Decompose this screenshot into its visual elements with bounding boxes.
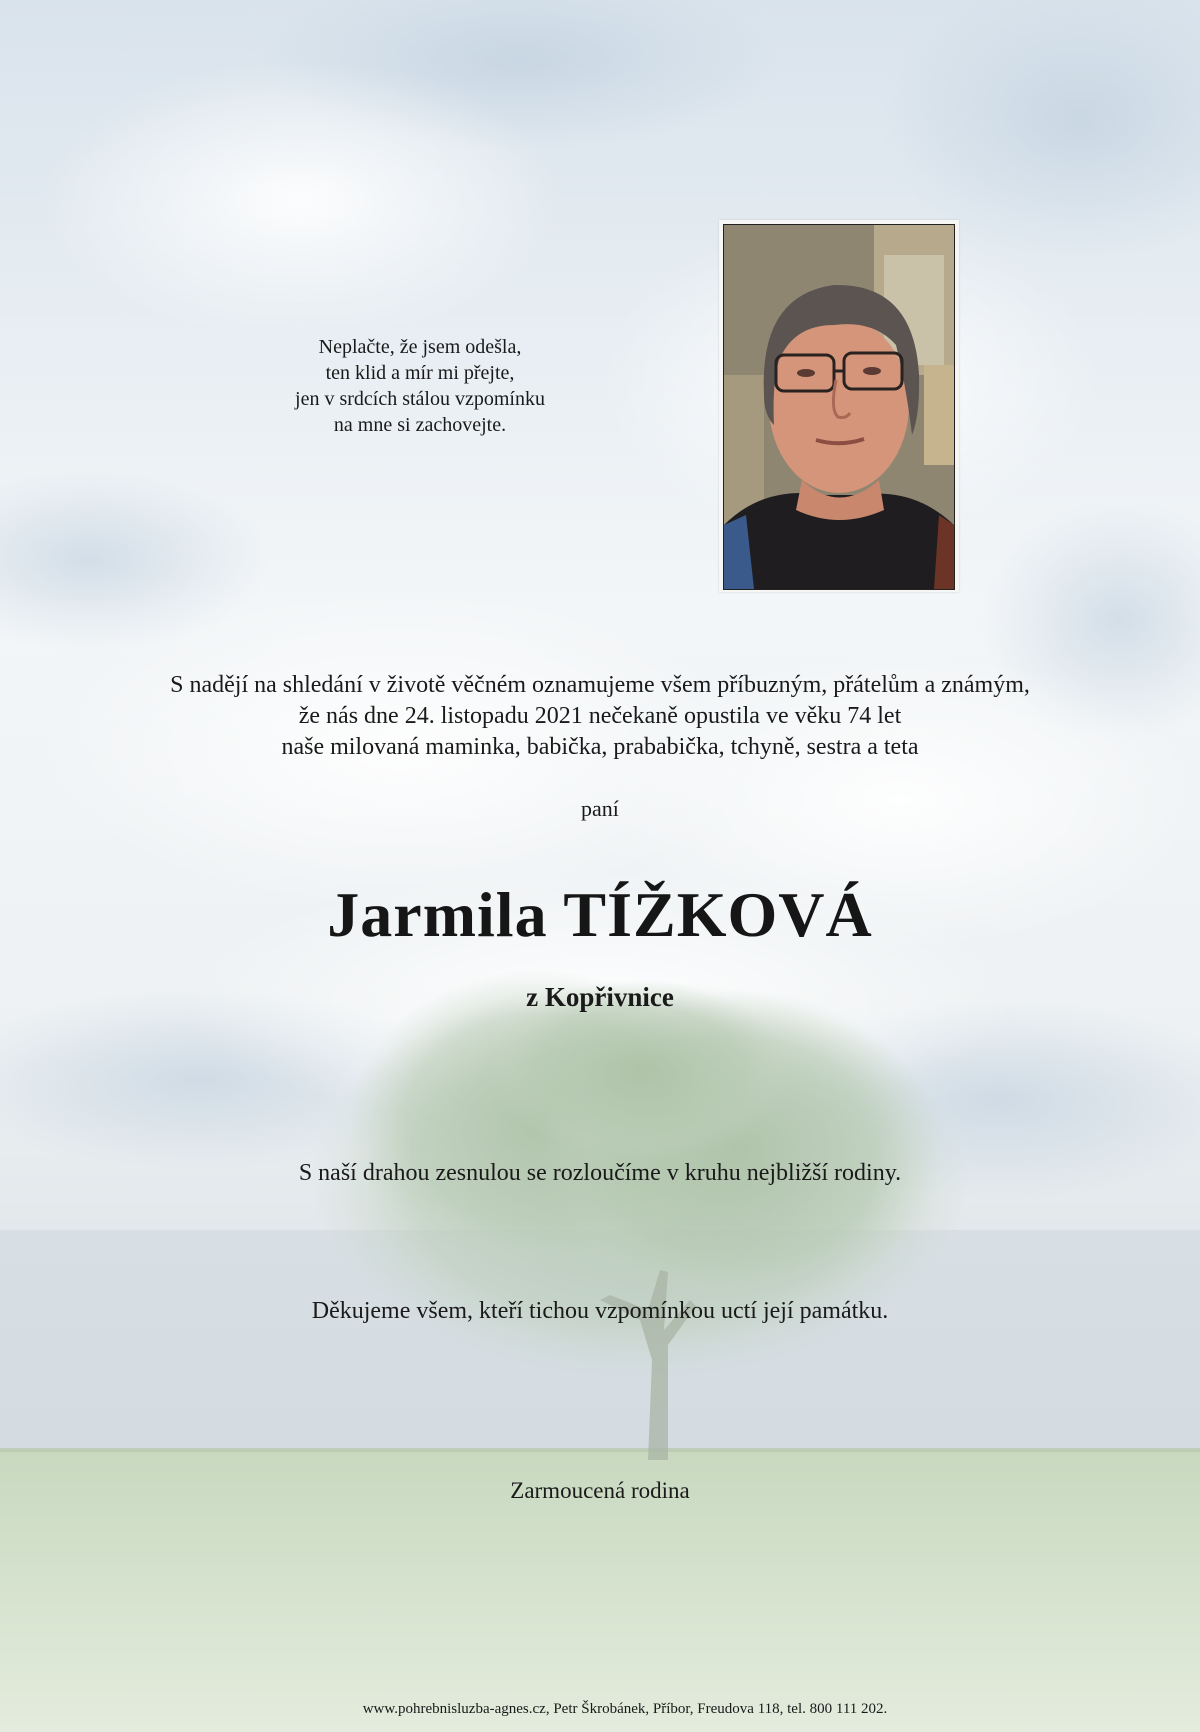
death-announcement — [60, 670, 1140, 763]
poem-line: ten klid a mír mi přejte, — [325, 362, 515, 384]
family-signature: Zarmoucená rodina — [510, 1478, 690, 1503]
poem-line: na mne si zachovejte. — [333, 414, 507, 436]
thanks-note: Děkujeme všem, kteří tichou vzpomínkou uctí její památku. — [311, 1298, 889, 1324]
portrait-photo — [723, 224, 955, 590]
poem-line: jen v srdcích stálou vzpomínku — [295, 388, 545, 410]
farewell-note: S naší drahou zesnulou se rozloučíme v kruhu nejbližší rodiny. — [298, 1160, 902, 1186]
memorial-poem — [220, 334, 620, 438]
announcement-line: S nadějí na shledání v životě věčném oznamujeme všem příbuzným, přátelům a známým, — [170, 672, 1030, 698]
portrait-frame — [719, 220, 959, 592]
deceased-name: Jarmila TÍŽKOVÁ — [327, 879, 873, 950]
poem-line: Neplačte, že jsem odešla, — [318, 336, 522, 358]
funeral-service-footer: www.pohrebnisluzba-agnes.cz, Petr Škrobánek, Příbor, Freudova 118, tel. 800 111 202. — [362, 1701, 888, 1717]
honorific: paní — [581, 796, 619, 821]
hometown: z Kopřivnice — [526, 982, 674, 1012]
announcement-line: že nás dne 24. listopadu 2021 nečekaně opustila ve věku 74 let — [298, 703, 902, 729]
announcement-line: naše milovaná maminka, babička, prababička, tchyně, sestra a teta — [281, 734, 919, 760]
